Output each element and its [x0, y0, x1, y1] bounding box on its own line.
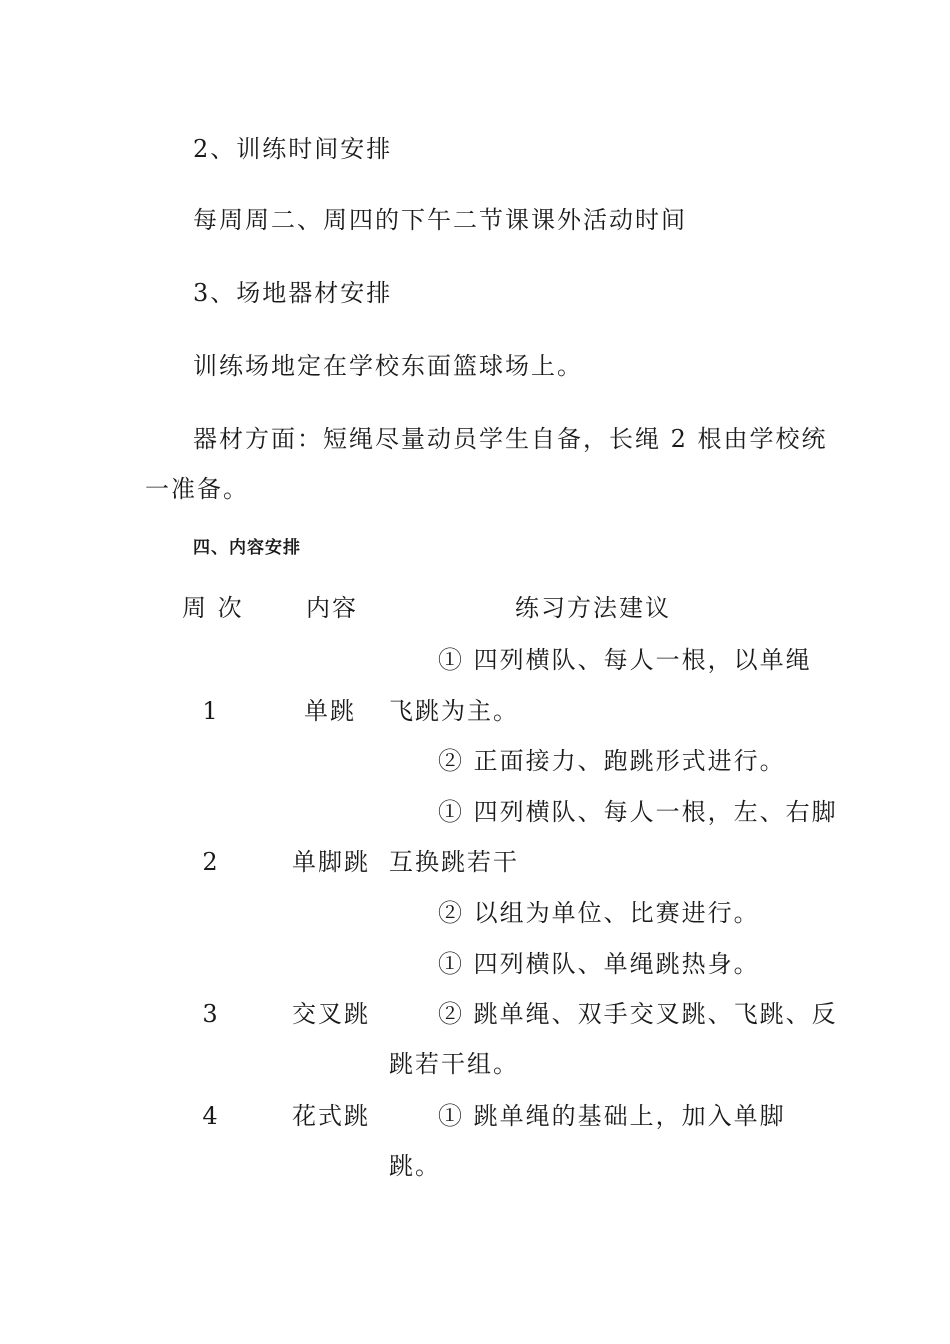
row-week: 4	[202, 1102, 220, 1130]
header-week: 周 次	[182, 594, 244, 622]
row-content: 单脚跳	[292, 848, 370, 876]
training-time-body: 每周周二、周四的下午二节课课外活动时间	[193, 206, 687, 234]
training-time-heading: 2、训练时间安排	[193, 135, 393, 163]
row-method-line: ② 跳单绳、双手交叉跳、飞跳、反	[438, 1000, 838, 1028]
row-content: 交叉跳	[292, 1000, 370, 1028]
header-method: 练习方法建议	[515, 594, 671, 622]
row-method-line: 跳。	[389, 1152, 441, 1180]
header-content: 内容	[306, 594, 358, 622]
venue-body: 训练场地定在学校东面篮球场上。	[193, 352, 583, 380]
row-method-line: ① 四列横队、单绳跳热身。	[438, 950, 760, 978]
row-content: 单跳	[304, 697, 356, 725]
row-method-line: ① 四列横队、每人一根，左、右脚	[438, 798, 838, 826]
row-method-line: ① 跳单绳的基础上，加入单脚	[438, 1102, 786, 1130]
content-heading: 四、内容安排	[193, 538, 301, 558]
row-week: 2	[202, 848, 220, 876]
row-method-line: 互换跳若干	[389, 848, 519, 876]
row-method-line: 飞跳为主。	[389, 697, 519, 725]
row-method-line: 跳若干组。	[389, 1050, 519, 1078]
venue-heading: 3、场地器材安排	[193, 279, 393, 307]
row-content: 花式跳	[292, 1102, 370, 1130]
row-week: 1	[202, 697, 220, 725]
row-method-line: ② 以组为单位、比赛进行。	[438, 899, 760, 927]
row-method-line: ② 正面接力、跑跳形式进行。	[438, 747, 786, 775]
equipment-line-1: 器材方面：短绳尽量动员学生自备，长绳 2 根由学校统	[193, 425, 828, 453]
row-method-line: ① 四列横队、每人一根，以单绳	[438, 646, 812, 674]
row-week: 3	[202, 1000, 220, 1028]
equipment-line-2: 一准备。	[145, 475, 249, 503]
